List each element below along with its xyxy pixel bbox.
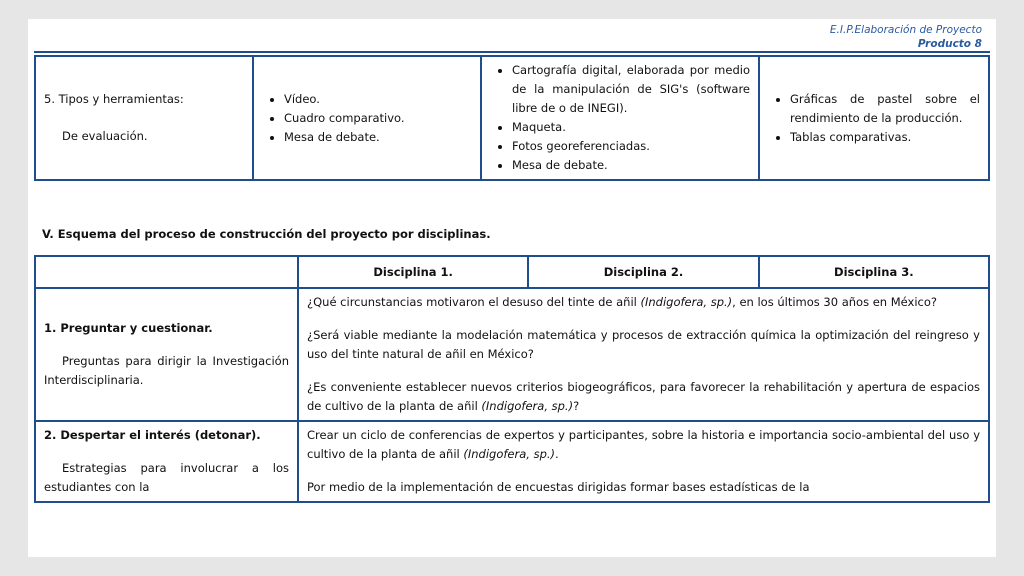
- evaluation-label-title: 5. Tipos y herramientas:: [44, 92, 184, 106]
- header-product-number: Producto 8: [917, 38, 982, 50]
- strategy-2: Por medio de la implementación de encuestas dirigidas formar bases estadísticas de la: [307, 480, 810, 494]
- strategies-cell: [298, 421, 989, 502]
- evaluation-col2-cell: [253, 56, 481, 180]
- list-item: • Gráficas de pastel sobre el rendimiento de la producción.: [790, 90, 980, 128]
- evaluation-col4-cell: [759, 56, 989, 180]
- species-name: (Indigofera, sp.): [640, 295, 733, 309]
- question-1: [307, 293, 980, 312]
- strategy-text: .: [555, 447, 559, 461]
- list-item: • Cartografía digital, elaborada por medio de la manipulación de SIG's (software libre de o de INEGI).: [512, 61, 750, 118]
- question-text: ¿Qué circunstancias motivaron el desuso del tinte de añil: [307, 295, 641, 309]
- stage-description: Estrategias para involucrar a los estudiantes con la: [44, 461, 289, 494]
- section-title: V. Esquema del proceso de construcción del proyecto por disciplinas.: [42, 227, 491, 241]
- questions-cell: [298, 288, 989, 421]
- header-cell-discipline-1: Disciplina 1.: [298, 256, 528, 288]
- list-item: • Fotos georeferenciadas.: [512, 137, 750, 156]
- stage-title: 1. Preguntar y cuestionar.: [44, 321, 213, 335]
- disciplines-table: [34, 255, 990, 503]
- species-name: (Indigofera, sp.): [463, 447, 556, 461]
- evaluation-tools-table: [34, 55, 990, 181]
- stage-cell-interest: [35, 421, 298, 502]
- list-item: • Mesa de debate.: [512, 156, 750, 175]
- stage-cell-question: [35, 288, 298, 421]
- list-item: • Cuadro comparativo.: [284, 109, 472, 128]
- header-project-title: E.I.P.Elaboración de Proyecto: [829, 24, 982, 36]
- question-text: ?: [573, 399, 580, 413]
- question-3: [307, 378, 980, 416]
- page-header: [830, 23, 982, 51]
- species-name: (Indigofera, sp.): [481, 399, 574, 413]
- table-row: [35, 421, 989, 502]
- list-item: • Mesa de debate.: [284, 128, 472, 147]
- question-text: ¿Es conveniente establecer nuevos criterios biogeográficos, para favorecer la rehabilitación y apertura de espacios de cultivo de la planta de añil: [307, 380, 980, 413]
- question-text: , en los últimos 30 años en México?: [732, 295, 938, 309]
- header-divider: [34, 51, 990, 53]
- table-header-row: [35, 256, 989, 288]
- header-cell-discipline-2: Disciplina 2.: [528, 256, 758, 288]
- strategy-1: [307, 426, 980, 464]
- strategy-text: Crear un ciclo de conferencias de expertos y participantes, sobre la historia e importancia socio-ambiental del uso y cultivo de la planta de añil: [307, 428, 980, 461]
- table-row: [35, 288, 989, 421]
- header-cell-empty: [35, 256, 298, 288]
- evaluation-col3-cell: [481, 56, 759, 180]
- document-page: [28, 19, 996, 557]
- list-item: • Maqueta.: [512, 118, 750, 137]
- stage-title: 2. Despertar el interés (detonar).: [44, 428, 261, 442]
- evaluation-label-sub: De evaluación.: [62, 129, 148, 143]
- header-cell-discipline-3: Disciplina 3.: [759, 256, 989, 288]
- stage-description: Preguntas para dirigir la Investigación Interdisciplinaria.: [44, 354, 289, 387]
- question-2: ¿Será viable mediante la modelación matemática y procesos de extracción química la optimización del reingreso y uso del tinte natural de añil en México?: [307, 328, 980, 361]
- evaluation-label-cell: [35, 56, 253, 180]
- list-item: • Vídeo.: [284, 90, 472, 109]
- list-item: • Tablas comparativas.: [790, 128, 980, 147]
